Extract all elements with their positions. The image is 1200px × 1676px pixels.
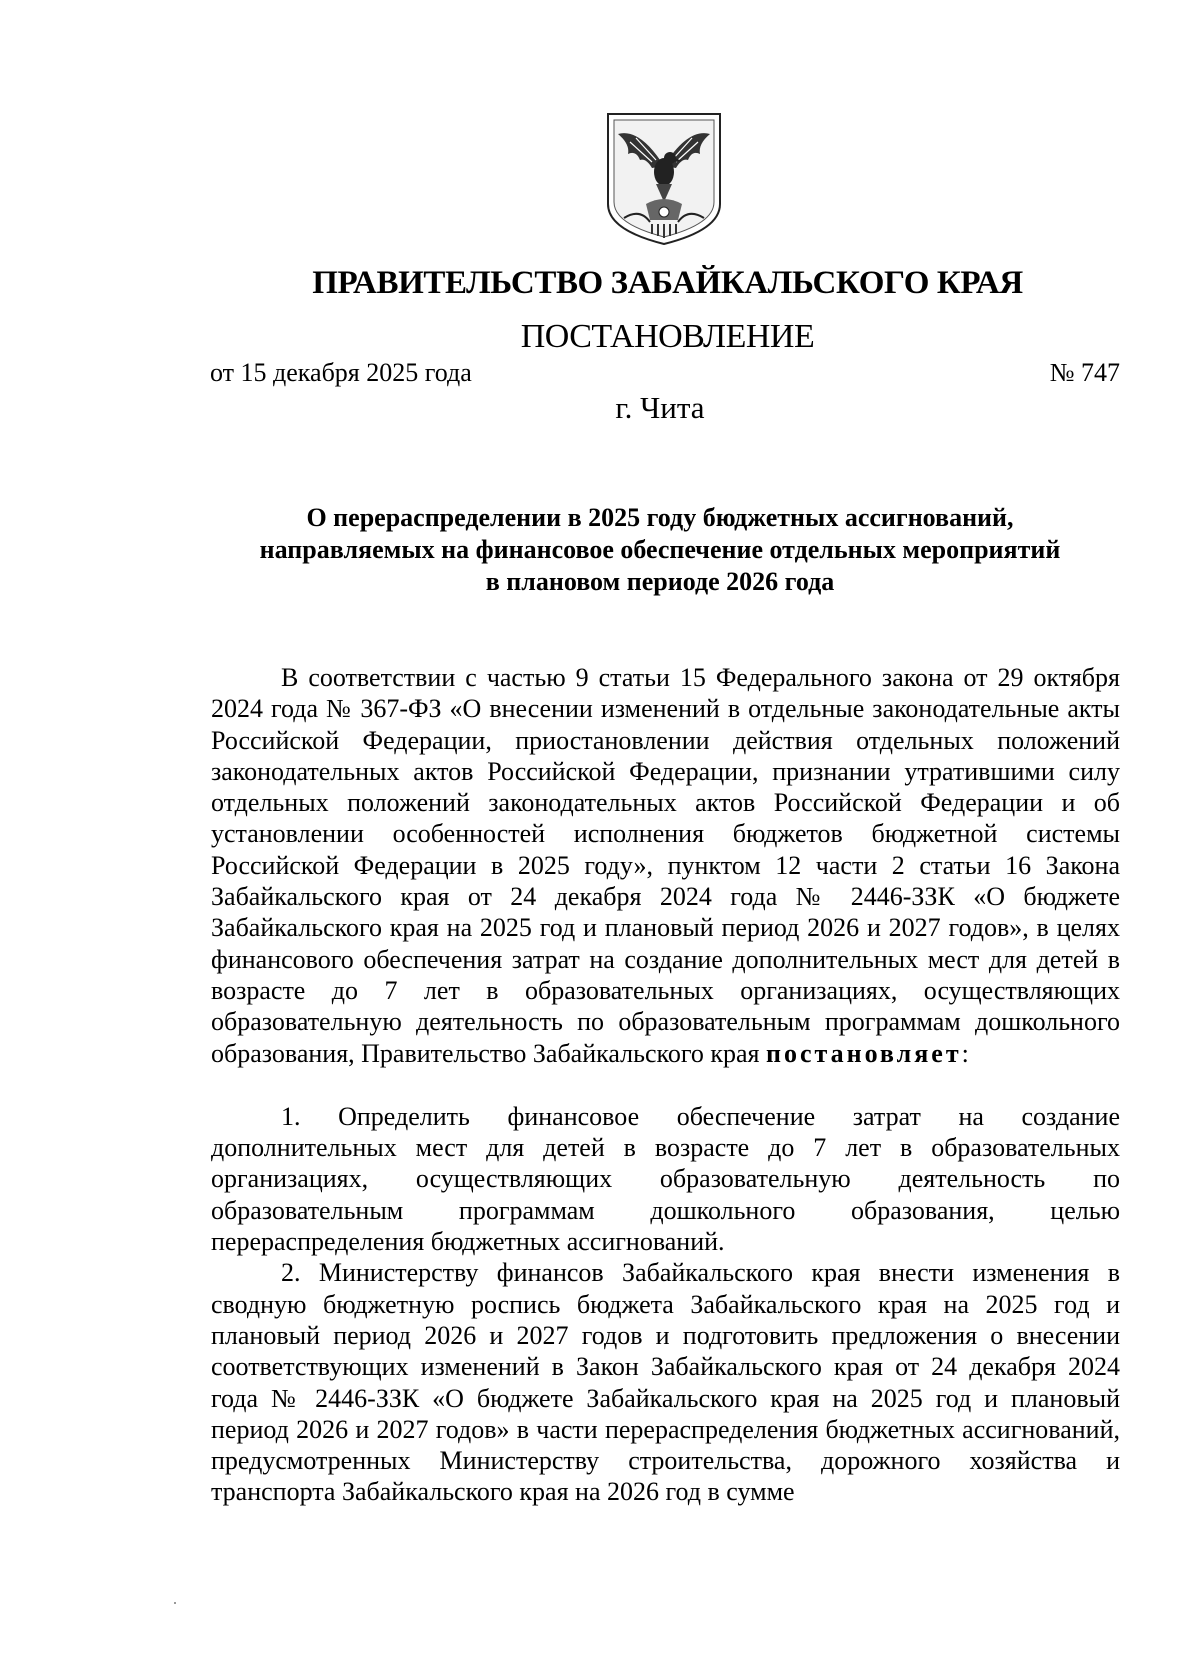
item-2: 2. Министерству финансов Забайкальского края внести изменения в сводную бюджетную роспись бюджета Забайкальского края на 2025 год и плановый период 2026 и 2027 годов и подготовить предложения о внесении соответствующих изменений в Закон Забайкальского края от 24 декабря 2024 года № 2446-ЗЗК «О бюджете Забайкальского края на 2025 год и плановый период 2026 и 2027 годов» в части перераспределения бюджетных ассигнований, предусмотренных Министерству строительства, дорожного хозяйства и транспорта Забайкальского края на 2026 год в сумме [211,1258,1120,1507]
coat-of-arms-icon [600,108,728,248]
resolution-heading [200,502,1120,598]
heading-line-2: направляемых на финансовое обеспечение отдельных мероприятий [259,535,1061,564]
heading-line-1: О перераспределении в 2025 году бюджетных ассигнований, [306,503,1014,532]
document-type: ПОСТАНОВЛЕНИЕ [520,318,815,355]
document-number: № 747 [1049,358,1120,387]
preamble-text: В соответствии с частью 9 статьи 15 Федерального закона от 29 октября 2024 года № 367-ФЗ «О внесении изменений в отдельные законодательные акты Российской Федерации, приостановлении действия отдельных положений законодательных актов Российской Федерации, признании утратившими силу отдельных положений законодательных актов Российской Федерации и об установлении особенностей исполнения бюджетов бюджетной системы Российской Федерации в 2025 году», пунктом 12 части 2 статьи 16 Закона Забайкальского края от 24 декабря 2024 года № 2446-ЗЗК «О бюджете Забайкальского края на 2025 год и плановый период 2026 и 2027 годов», в целях финансового обеспечения затрат на создание дополнительных мест для детей в возрасте до 7 лет в образовательных организациях, осуществляющих образовательную деятельность по образовательным программам дошкольного образования, Правительство Забайкальского края [211,663,1120,1068]
document-date: от 15 декабря 2025 года [210,358,472,387]
resolves-word: постановляет [765,1038,962,1068]
preamble-paragraph [211,662,1120,1069]
government-title: ПРАВИТЕЛЬСТВО ЗАБАЙКАЛЬСКОГО КРАЯ [312,265,1023,301]
scan-speck [174,1602,176,1604]
item-1: 1. Определить финансовое обеспечение затрат на создание дополнительных мест для детей в возрасте до 7 лет в образовательных организациях, осуществляющих образовательную деятельность по образовательным программам дошкольного образования, целью перераспределения бюджетных ассигнований. [211,1101,1120,1257]
document-city: г. Чита [615,390,705,425]
preamble-colon: : [961,1038,969,1068]
heading-line-3: в плановом периоде 2026 года [485,567,835,596]
document-body [211,662,1120,1508]
